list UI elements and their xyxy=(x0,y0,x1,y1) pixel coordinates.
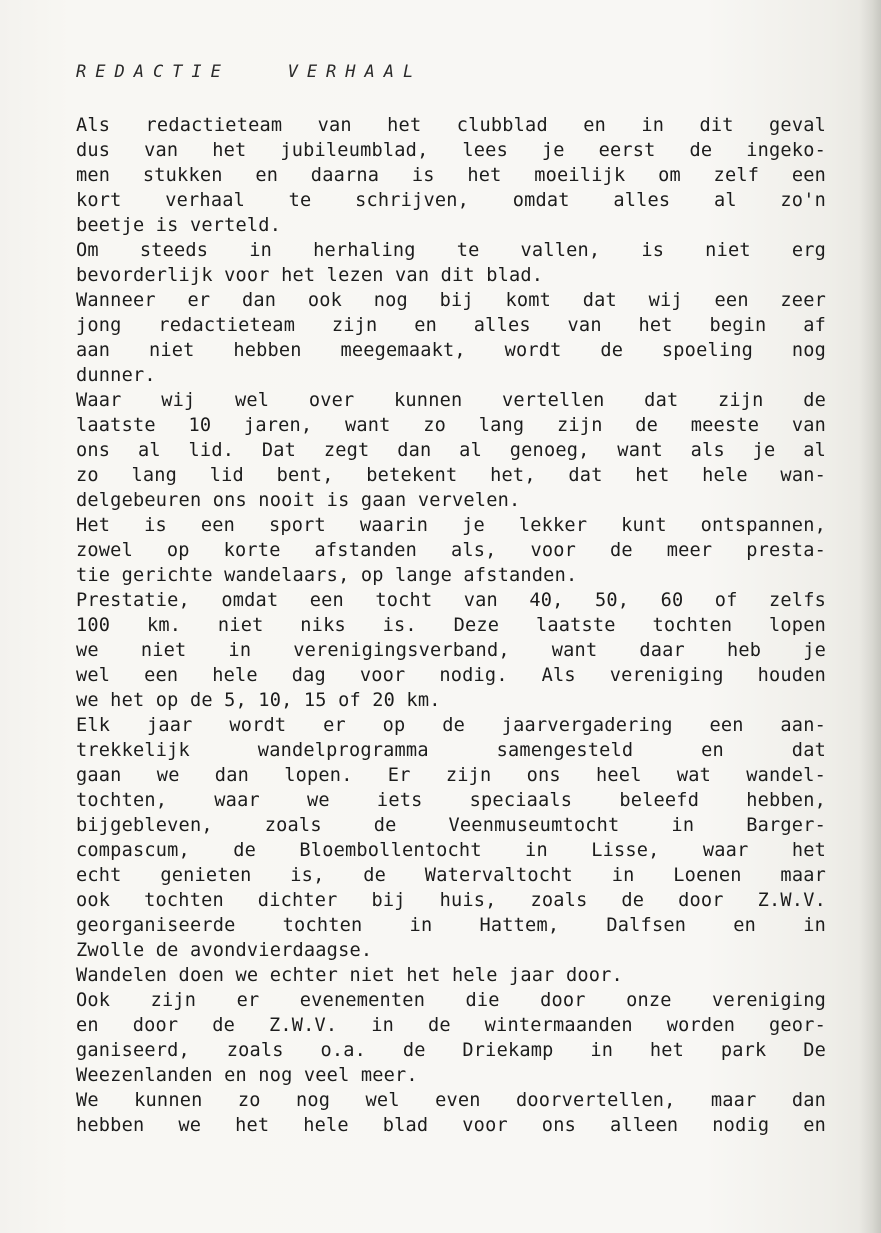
text-line: Prestatie, omdat een tocht van 40, 50, 60 of zelfs xyxy=(76,590,826,611)
text-line: en door de Z.W.V. in de wintermaanden worden geor- xyxy=(76,1015,826,1036)
text-line: Elk jaar wordt er op de jaarvergadering een aan- xyxy=(76,715,826,736)
text-line: zo lang lid bent, betekent het, dat het hele wan- xyxy=(76,465,826,486)
text-line: bijgebleven, zoals de Veenmuseumtocht in Barger- xyxy=(76,815,826,836)
text-line: beetje is verteld. xyxy=(76,215,282,236)
text-line: tochten, waar we iets speciaals beleefd hebben, xyxy=(76,790,826,811)
text-line: compascum, de Bloembollentocht in Lisse, waar het xyxy=(76,840,826,861)
text-line: Om steeds in herhaling te vallen, is niet erg xyxy=(76,240,826,261)
text-line: zowel op korte afstanden als, voor de meer presta- xyxy=(76,540,826,561)
text-line: gaan we dan lopen. Er zijn ons heel wat wandel- xyxy=(76,765,826,786)
text-line: Zwolle de avondvierdaagse. xyxy=(76,940,373,961)
text-line: aan niet hebben meegemaakt, wordt de spoeling nog xyxy=(76,340,826,361)
text-line: hebben we het hele blad voor ons alleen nodig en xyxy=(76,1115,826,1136)
text-line: We kunnen zo nog wel even doorvertellen, maar dan xyxy=(76,1090,826,1111)
text-line: kort verhaal te schrijven, omdat alles al zo'n xyxy=(76,190,826,211)
text-line: we niet in verenigingsverband, want daar heb je xyxy=(76,640,826,661)
text-line: dus van het jubileumblad, lees je eerst de ingeko- xyxy=(76,140,826,161)
text-line: bevorderlijk voor het lezen van dit blad. xyxy=(76,265,544,286)
page-binding-shadow xyxy=(859,0,881,1233)
text-line: 100 km. niet niks is. Deze laatste tochten lopen xyxy=(76,615,826,636)
text-line: laatste 10 jaren, want zo lang zijn de meeste van xyxy=(76,415,826,436)
text-line: men stukken en daarna is het moeilijk om zelf een xyxy=(76,165,826,186)
text-line: Als redactieteam van het clubblad en in dit geval xyxy=(76,115,826,136)
text-line: we het op de 5, 10, 15 of 20 km. xyxy=(76,690,441,711)
text-line: tie gerichte wandelaars, op lange afstanden. xyxy=(76,565,578,586)
text-line: wel een hele dag voor nodig. Als vereniging houden xyxy=(76,665,826,686)
text-line: echt genieten is, de Watervaltocht in Loenen maar xyxy=(76,865,826,886)
text-line: ons al lid. Dat zegt dan al genoeg, want als je al xyxy=(76,440,826,461)
text-line: dunner. xyxy=(76,365,156,386)
text-line: ook tochten dichter bij huis, zoals de door Z.W.V. xyxy=(76,890,826,911)
text-line: georganiseerde tochten in Hattem, Dalfsen en in xyxy=(76,915,826,936)
text-line: Waar wij wel over kunnen vertellen dat zijn de xyxy=(76,390,826,411)
text-line: Wandelen doen we echter niet het hele jaar door. xyxy=(76,965,623,986)
text-line: Ook zijn er evenementen die door onze vereniging xyxy=(76,990,826,1011)
page-heading: REDACTIE VERHAAL xyxy=(76,62,423,82)
text-line: Wanneer er dan ook nog bij komt dat wij een zeer xyxy=(76,290,826,311)
text-line: Weezenlanden en nog veel meer. xyxy=(76,1065,418,1086)
text-line: jong redactieteam zijn en alles van het begin af xyxy=(76,315,826,336)
article-body xyxy=(76,113,826,1138)
text-line: delgebeuren ons nooit is gaan vervelen. xyxy=(76,490,521,511)
text-line: ganiseerd, zoals o.a. de Driekamp in het park De xyxy=(76,1040,826,1061)
text-line: trekkelijk wandelprogramma samengesteld en dat xyxy=(76,740,826,761)
text-line: Het is een sport waarin je lekker kunt ontspannen, xyxy=(76,515,826,536)
